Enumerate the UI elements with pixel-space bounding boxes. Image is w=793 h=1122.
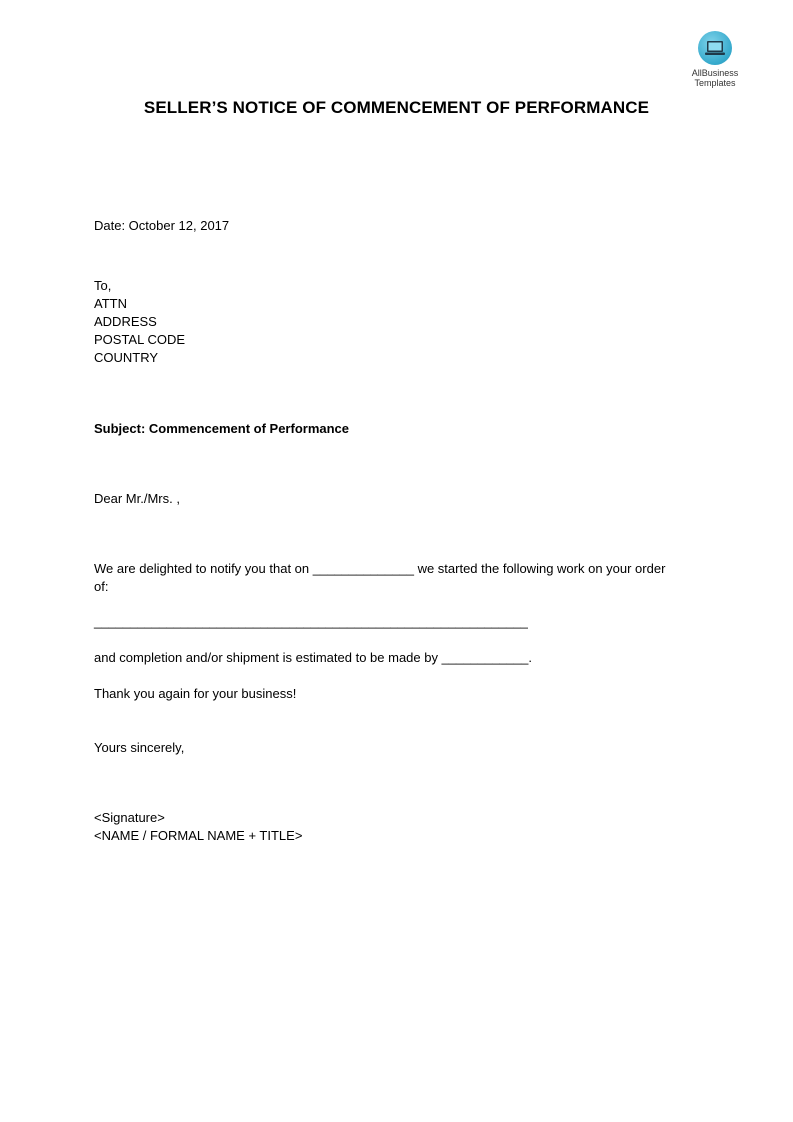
paragraph-1-line-1: We are delighted to notify you that on ______________ we started the following work on your order <box>94 561 666 576</box>
work-description-blank: ____________________________________________________________ <box>94 614 528 629</box>
signature-placeholder: <Signature> <box>94 810 165 825</box>
closing: Yours sincerely, <box>94 740 185 755</box>
allbusiness-templates-logo <box>686 31 744 88</box>
recipient-postal-code: POSTAL CODE <box>94 332 186 347</box>
logo-text <box>686 68 744 88</box>
paragraph-2: and completion and/or shipment is estimated to be made by ____________. <box>94 650 532 665</box>
recipient-to: To, <box>94 278 112 293</box>
logo-line-2: Templates <box>694 78 736 88</box>
salutation: Dear Mr./Mrs. , <box>94 491 180 506</box>
document-title: SELLER’S NOTICE OF COMMENCEMENT OF PERFORMANCE <box>143 98 650 117</box>
name-title-placeholder: <NAME / FORMAL NAME + TITLE> <box>94 828 303 843</box>
recipient-country: COUNTRY <box>94 350 159 365</box>
recipient-address: ADDRESS <box>94 314 157 329</box>
recipient-attn: ATTN <box>94 296 127 311</box>
logo-line-1: AllBusiness <box>691 68 739 78</box>
laptop-icon <box>698 31 732 65</box>
subject-line: Subject: Commencement of Performance <box>94 421 350 436</box>
paragraph-1-line-2: of: <box>94 579 109 594</box>
thanks-line: Thank you again for your business! <box>94 686 297 701</box>
date-line: Date: October 12, 2017 <box>94 218 230 233</box>
